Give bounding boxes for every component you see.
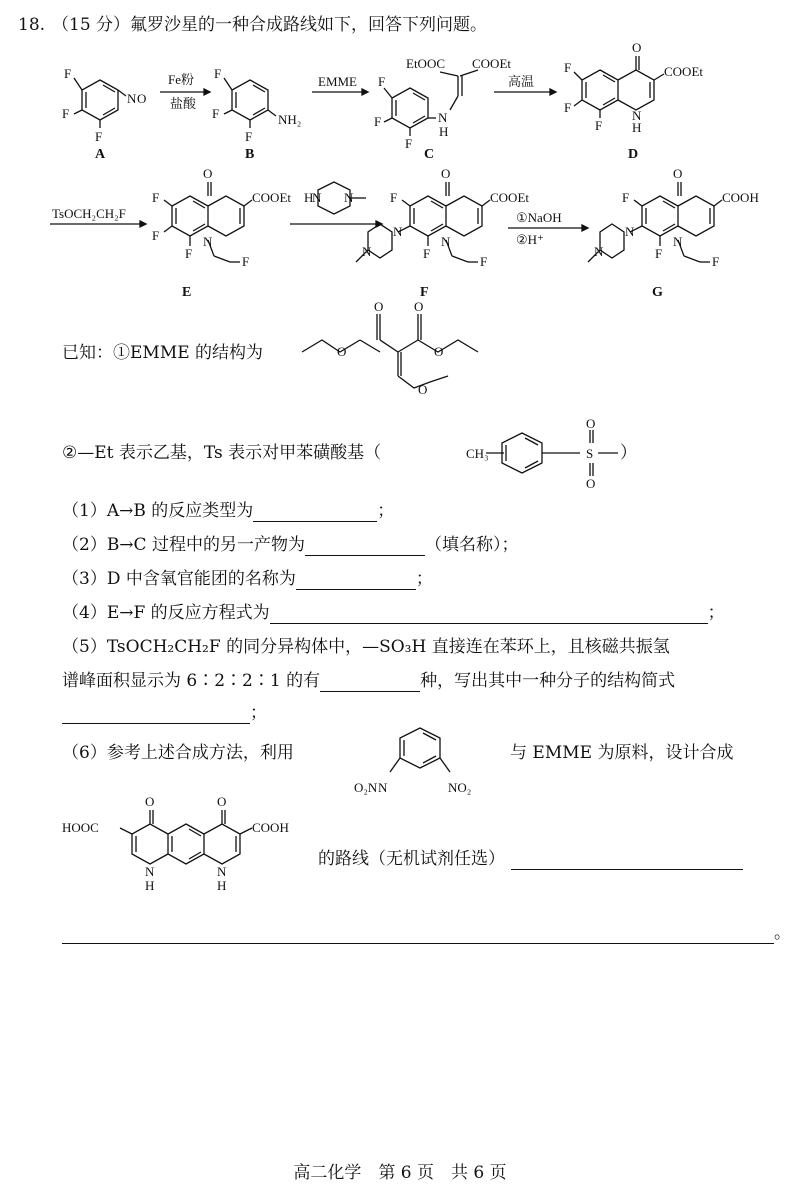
bond-line [582,225,588,231]
bond-line [418,340,478,352]
bond-line [642,196,678,236]
part-5-line1: （5）TsOCH₂CH₂F 的同分异构体中，—SO₃H 直接连在苯环上，且核磁共振氢 [62,637,670,657]
bond-line [74,78,82,90]
atom-label: N [625,224,635,239]
known-et-ts-close: ） [620,443,637,463]
compound-label-c: C [424,147,435,162]
answer-blank-2[interactable] [305,537,425,556]
atom-label: N [673,234,683,249]
bond-line [574,100,582,106]
bond-line [368,224,392,258]
bond-line [390,758,400,772]
atom-label: N [203,234,213,249]
atom-label: F [374,114,382,129]
bond-line [208,196,244,236]
atom-label: N [312,190,322,205]
part-5-line2: 谱峰面积显示为 6∶2∶2∶1 的有 种，写出其中一种分子的结构简式 [62,671,676,691]
atom-label: F [390,190,398,205]
atom-label: O₂N [354,780,378,795]
atom-label: COOEt [252,190,291,205]
bond-line [360,340,380,352]
condition-heat: 高温 [508,74,535,89]
bond-line [392,88,428,128]
atom-label: COOEt [490,190,529,205]
atom-label: N [438,110,448,125]
bond-line [82,80,118,120]
bond-line [678,196,714,236]
compound-a-structure [62,66,146,144]
compound-label-f: F [420,285,429,300]
bond-line [634,200,642,206]
atom-label: F [152,190,160,205]
compound-label-g: G [652,285,663,300]
bond-line [380,340,398,352]
part-4: （4）E→F 的反应方程式为 ； [62,603,725,623]
compound-d-structure [564,40,703,135]
bond-line [603,75,615,82]
atom-label: COOH [722,190,759,205]
bond-line [224,110,232,114]
atom-label: N [344,190,354,205]
atom-label: F [185,246,193,261]
atom-label: CH₃ [466,446,489,461]
compound-label-e: E [182,285,192,300]
atom-label: N [145,864,155,879]
bond-line [362,89,368,95]
atom-label: F [152,228,160,243]
bond-line [189,829,201,836]
atom-label: F [595,118,603,133]
dinitrobenzene-structure [354,728,471,795]
part-5-line3: ； [62,702,267,724]
compound-f-structure [356,166,529,269]
atom-label: O [337,344,347,359]
atom-label: NH₂ [278,112,302,127]
bond-line [103,108,115,115]
atom-label: O [418,382,428,397]
part-1: （1）A→B 的反应类型为 ； [62,501,395,521]
bond-line [120,828,132,834]
atom-label: H [439,124,449,139]
bond-line [574,72,582,80]
bond-line [450,96,458,110]
bond-line [118,90,126,96]
atom-label: N [378,780,388,795]
compound-b-structure [212,66,301,144]
atom-label: F [655,246,663,261]
atom-label: EtOOC [406,56,445,71]
atom-label: F [245,129,253,144]
bond-line [452,256,468,262]
atom-label: O [217,794,227,809]
part-3: （3）D 中含氧官能团的名称为 ； [62,569,433,589]
bond-line [600,224,624,258]
bond-line [550,89,556,95]
page-footer: 高二化学 第 6 页 共 6 页 [293,1163,507,1183]
target-structure [62,794,289,893]
bond-line [232,80,268,120]
bond-line [402,200,410,206]
atom-label: F [564,60,572,75]
atom-label: F [712,254,720,269]
part-6-line1b: 与 EMME 为原料，设计合成 [510,743,734,763]
bond-line [384,118,392,122]
compound-e-structure [152,166,291,269]
bond-line [618,70,654,110]
bond-line [164,226,172,232]
bond-line [413,116,425,123]
bond-line [440,758,450,772]
atom-label: O [673,166,683,181]
atom-label: H [632,120,642,135]
bond-line [193,224,205,231]
bond-line [74,110,82,114]
bond-line [423,756,436,763]
atom-label: F [214,66,222,81]
atom-label: F [423,246,431,261]
answer-blank-6b[interactable] [62,925,774,944]
bond-line [684,256,700,262]
bond-line [189,852,201,859]
atom-label: F [378,74,386,89]
bond-line [302,340,360,352]
atom-label: O [632,40,642,55]
question-number: 18. [18,15,46,35]
answer-blank-3[interactable] [296,571,416,590]
emme-structure [302,299,478,397]
answer-blank-5b[interactable] [62,705,250,724]
atom-label: O [586,476,596,491]
part-6-line1a: （6）参考上述合成方法，利用 [62,743,294,763]
atom-label: F [564,100,572,115]
bond-line [140,221,146,227]
atom-label: COOEt [664,64,703,79]
atom-label: O [374,299,384,314]
bond-line [525,438,538,445]
bond-line [214,256,230,262]
atom-label: O [137,91,147,106]
bond-line [240,828,252,834]
atom-label: F [62,106,70,121]
bond-line [582,70,618,110]
bond-line [253,85,265,92]
atom-label: H [304,190,314,205]
atom-label: O [586,416,596,431]
bond-line [525,461,538,468]
condition-tsoch2ch2f: TsOCH₂CH₂F [52,206,126,221]
bond-line [244,200,252,206]
atom-label: F [212,106,220,121]
bond-line [502,433,542,473]
atom-label: F [64,66,72,81]
atom-label: F [95,129,103,144]
bond-line [400,728,440,768]
answer-blank-5a[interactable] [320,673,420,692]
atom-label: COOH [252,820,289,835]
atom-label: F [622,190,630,205]
atom-label: O [145,794,155,809]
atom-label: COOEt [472,56,511,71]
condition-acid: ②H⁺ [516,232,544,247]
question-intro: （15 分）氟罗沙星的一种合成路线如下，回答下列问题。 [52,15,488,35]
atom-label: N [217,864,227,879]
bond-line [423,733,436,740]
atom-label: O [434,344,444,359]
bond-line [224,78,232,90]
bond-line [663,224,675,231]
atom-label: H [217,878,227,893]
condition-fe: Fe粉 [168,72,195,87]
known-emme: 已知：①EMME 的结构为 [62,343,264,363]
bond-line [714,200,722,206]
atom-label: F [405,136,413,151]
bond-line [482,200,490,206]
bond-line [603,98,615,105]
atom-label: F [242,254,250,269]
bond-line [654,74,664,80]
bond-line [446,196,482,236]
atom-label: F [480,254,488,269]
bond-line [193,201,205,208]
condition-hcl: 盐酸 [170,96,197,111]
atom-label: H [145,878,155,893]
bond-line [431,224,443,231]
atom-label: O [203,166,213,181]
bond-line [413,93,425,100]
bond-line [410,196,446,236]
bond-line [204,824,240,864]
bond-line [172,196,208,236]
atom-label: S [586,446,594,461]
bond-line [168,824,204,864]
compound-label-d: D [628,147,639,162]
atom-label: N [441,234,451,249]
atom-label: O [414,299,424,314]
atom-label: N [127,91,137,106]
tosyl-structure [466,416,618,491]
part-6-line2: 的路线（无机试剂任选） [318,848,743,870]
bond-line [132,824,168,864]
compound-label-b: B [245,147,255,162]
bond-line [103,85,115,92]
known-et-ts: ②—Et 表示乙基，Ts 表示对甲苯磺酸基（ [62,443,382,463]
condition-emme: EMME [318,74,357,89]
atom-label: N [362,244,372,259]
answer-blank-4[interactable] [270,605,708,624]
bond-line [384,88,392,98]
atom-label: N [393,224,403,239]
compound-c-structure [374,56,511,151]
bond-line [663,201,675,208]
bond-line [268,110,276,116]
bond-line [164,200,172,206]
bond-line [253,108,265,115]
answer-blank-1[interactable] [253,503,377,522]
bond-line [431,201,443,208]
bond-line [204,89,210,95]
answer-blank-6a[interactable] [511,851,743,870]
atom-label: N [594,244,604,259]
bond-line [398,340,418,352]
methylpiperazine-reagent [304,182,366,214]
bond-line [440,72,458,76]
atom-label: O [441,166,451,181]
atom-label: NO₂ [448,780,472,795]
compound-label-a: A [95,147,106,162]
compound-g-structure [588,166,759,269]
atom-label: HOOC [62,820,99,835]
condition-naoh: ①NaOH [516,210,562,225]
part-6-line3: 。 [62,922,791,944]
atom-label: N [632,108,642,123]
part-2: （2）B→C 过程中的另一产物为 （填名称）； [62,535,519,555]
